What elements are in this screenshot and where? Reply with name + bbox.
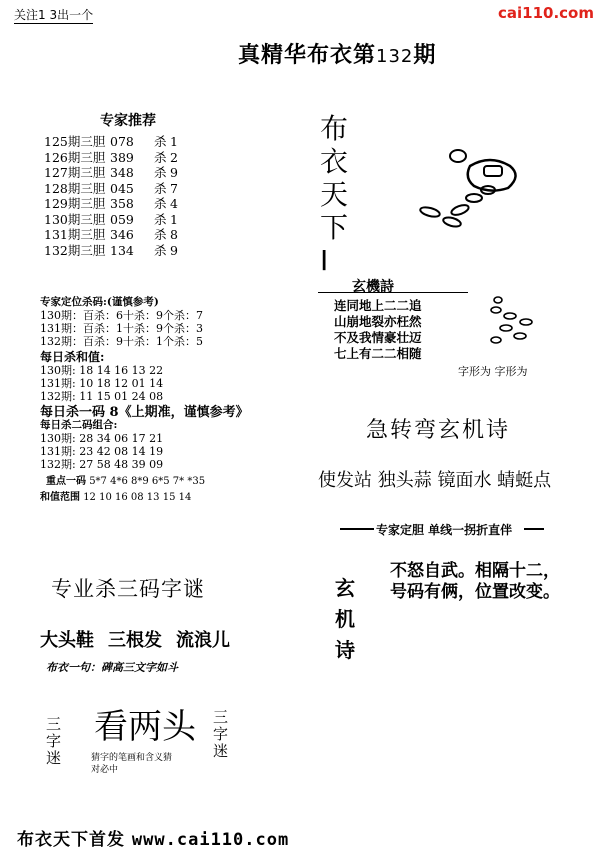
- expert-kill-label: 杀: [154, 149, 167, 165]
- kill3-word: 三根发: [108, 630, 162, 651]
- expert-row: [44, 181, 178, 197]
- expert-nums: 358: [110, 196, 134, 211]
- riddle-shape-chain: [484, 292, 544, 352]
- kill-statistics-block: [40, 296, 249, 504]
- poem-title: 玄機詩: [352, 279, 394, 295]
- expert-row: [44, 134, 178, 150]
- daily-two-rows: [40, 432, 249, 471]
- position-kill-title: 专家定位杀码:(谨慎参考): [40, 296, 159, 308]
- position-kill-row: 130期：百杀：6十杀：9个杀：7: [40, 309, 203, 322]
- poem-line: 七上有二二相随: [334, 346, 422, 361]
- expert-period: 132期三胆: [44, 242, 106, 258]
- sum-range-label: 和值范围: [40, 492, 80, 503]
- xuanji-vertical-char: 机: [335, 607, 355, 631]
- daily-two-row: 132期: 27 58 48 39 09: [40, 458, 164, 471]
- brand-logo-text: cai110.com: [498, 4, 594, 22]
- riddle-right-vertical: [213, 709, 231, 760]
- kill3-word: 流浪儿: [176, 630, 230, 651]
- focus-value: 5*7 4*6 8*9 6*5 7* *35: [89, 476, 206, 487]
- kill3-words: [40, 626, 244, 652]
- expert-kill-value: 1: [170, 134, 178, 149]
- buyi-vertical-char: 下: [320, 211, 349, 244]
- daily-one-title: 每日杀一码 8《上期准，谨慎参考》: [40, 405, 249, 420]
- expert-nums: 346: [110, 227, 134, 242]
- focus-label: 重点一码: [46, 476, 86, 487]
- top-note: 关注1 3出一个: [14, 8, 94, 22]
- expert-kill-label: 杀: [154, 134, 167, 149]
- xuanji-line: 号码有俩，位置改变。: [390, 582, 560, 602]
- daily-two-row: 130期: 28 34 06 17 21: [40, 432, 164, 445]
- buyi-vertical-char: 衣: [320, 145, 349, 178]
- kill3-word: 大头鞋: [40, 630, 94, 651]
- expert-row: [44, 212, 178, 228]
- riddle-note-line: 猜字的笔画和含义猜: [91, 753, 173, 763]
- sum-range-line: [40, 491, 249, 504]
- footer-text: 布衣天下首发: [17, 830, 125, 850]
- riddle-note-line: 对必中: [91, 765, 119, 775]
- expert-kill-value: 8: [170, 227, 178, 242]
- expert-nums: 348: [110, 165, 134, 180]
- dingdan-line: 专家定胆 单线一拐折直伴: [376, 523, 513, 537]
- page-title-number: 132: [376, 46, 414, 67]
- riddle-left-char: 迷: [46, 749, 62, 767]
- expert-period: 131期三胆: [44, 227, 106, 242]
- expert-period: 128期三胆: [44, 180, 106, 196]
- position-kill-row: 131期：百杀：1十杀：9个杀：3: [40, 322, 203, 335]
- focus-line: [40, 475, 249, 488]
- expert-title: 专家推荐: [100, 113, 156, 129]
- expert-period: 126期三胆: [44, 149, 106, 165]
- riddle-right-char: 迷: [213, 742, 229, 760]
- xuanji-lines: [390, 561, 560, 603]
- expert-row: [44, 165, 178, 181]
- position-kill-row: 132期：百杀：9十杀：1个杀：5: [40, 335, 203, 348]
- kill3-title: 专业杀三码字谜: [51, 577, 205, 601]
- riddle-center: 看两头: [94, 707, 196, 747]
- expert-period: 130期三胆: [44, 211, 106, 227]
- position-kill-rows: [40, 309, 249, 348]
- expert-kill-label: 杀: [154, 242, 167, 258]
- expert-nums: 389: [110, 149, 134, 165]
- page-title-text: 真精华布衣第: [238, 42, 377, 68]
- xuanji-vertical-char: 诗: [335, 638, 355, 662]
- expert-kill-value: 4: [170, 196, 178, 211]
- turn-title: 急转弯玄机诗: [366, 418, 511, 443]
- expert-list: [44, 134, 178, 258]
- expert-period: 127期三胆: [44, 165, 106, 180]
- expert-row: [44, 150, 178, 166]
- buyi-vertical-title: [320, 112, 356, 277]
- expert-row: [44, 227, 178, 243]
- turn-words: 使发站 独头蒜 镜面水 蜻蜓点: [318, 470, 552, 491]
- expert-row: [44, 243, 178, 259]
- expert-kill-value: 7: [170, 180, 178, 196]
- expert-kill-label: 杀: [154, 211, 167, 227]
- poem-line: 不及我情豪壮迈: [334, 330, 422, 345]
- riddle-right-char: 字: [213, 725, 229, 743]
- daily-two-row: 131期: 23 42 08 14 19: [40, 445, 164, 458]
- buyi-line: 布衣一句：碑高三文字如斗: [46, 661, 178, 674]
- xuanji-vertical: [335, 573, 359, 666]
- poem-line: 连同地上二二追: [334, 298, 422, 313]
- buyi-vertical-char: 布: [320, 112, 349, 145]
- daily-sum-row: 132期: 11 15 01 24 08: [40, 390, 164, 403]
- expert-kill-value: 9: [170, 242, 178, 258]
- expert-nums: 059: [110, 211, 134, 227]
- expert-row: [44, 196, 178, 212]
- expert-nums: 045: [110, 180, 134, 196]
- expert-kill-value: 9: [170, 165, 178, 180]
- poem-lines: [334, 298, 422, 362]
- buyi-vertical-char: I: [320, 244, 329, 277]
- expert-nums: 134: [110, 242, 134, 258]
- expert-period: 125期三胆: [44, 134, 106, 149]
- footer: [17, 825, 289, 850]
- expert-kill-label: 杀: [154, 227, 167, 242]
- poem-line: 山崩地裂亦枉然: [334, 314, 422, 329]
- riddle-note: [91, 752, 172, 776]
- expert-period: 129期三胆: [44, 196, 106, 211]
- daily-sum-rows: [40, 364, 249, 403]
- expert-kill-label: 杀: [154, 180, 167, 196]
- expert-kill-value: 2: [170, 149, 178, 165]
- daily-two-title: 每日杀二码组合:: [40, 419, 118, 431]
- expert-nums: 078: [110, 134, 134, 149]
- sum-range-value: 12 10 16 08 13 15 14: [83, 492, 192, 503]
- riddle-left-vertical: [46, 716, 64, 767]
- dingdan-rule-right: [524, 528, 544, 530]
- riddle-right-char: 三: [213, 708, 229, 726]
- riddle-left-char: 字: [46, 732, 62, 750]
- buyi-vertical-char: 天: [320, 178, 349, 211]
- daily-sum-row: 131期: 10 18 12 01 14: [40, 377, 164, 390]
- riddle-left-char: 三: [46, 715, 62, 733]
- daily-sum-title: 每日杀和值:: [40, 350, 105, 364]
- expert-kill-label: 杀: [154, 196, 167, 211]
- expert-kill-label: 杀: [154, 165, 167, 180]
- xuanji-vertical-char: 玄: [335, 576, 355, 600]
- expert-kill-value: 1: [170, 211, 178, 227]
- shape-caption: 字形为 字形为: [458, 365, 528, 378]
- daily-sum-row: 130期: 18 14 16 13 22: [40, 364, 164, 377]
- page-title-suffix: 期: [413, 42, 437, 68]
- riddle-shape-bird: [412, 140, 532, 240]
- dingdan-rule-left: [340, 528, 374, 530]
- footer-url: www.cai110.com: [131, 830, 290, 850]
- page-title: [238, 38, 436, 69]
- xuanji-line: 不怒自武。相隔十二，: [390, 561, 560, 581]
